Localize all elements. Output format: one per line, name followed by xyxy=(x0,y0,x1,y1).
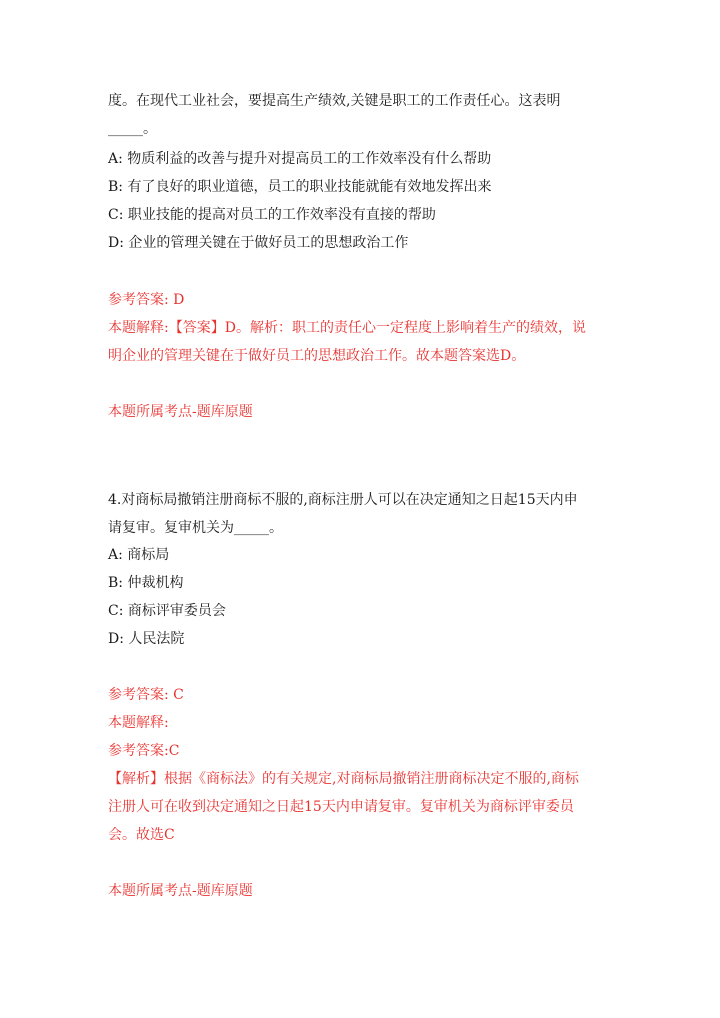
q4-analysis-line-2: 注册人可在收到决定通知之日起15天内申请复审。复审机关为商标评审委员 xyxy=(108,799,574,815)
q3-explanation-line-2: 明企业的管理关键在于做好员工的思想政治工作。故本题答案选D。 xyxy=(108,348,526,364)
q3-answer: 参考答案: D xyxy=(108,292,185,308)
q3-explanation-line-1: 本题解释:【答案】D。解析：职工的责任心一定程度上影响着生产的绩效，说 xyxy=(108,320,586,336)
q3-option-b: B: 有了良好的职业道德，员工的职业技能就能有效地发挥出来 xyxy=(108,179,492,195)
q4-option-b: B: 仲裁机构 xyxy=(108,575,184,591)
q4-answer-repeat: 参考答案:C xyxy=(108,743,180,759)
q4-explanation-label: 本题解释: xyxy=(108,715,169,731)
q4-option-c: C: 商标评审委员会 xyxy=(108,603,226,619)
q4-option-a: A: 商标局 xyxy=(108,547,170,563)
q3-stem-line-2: _____。 xyxy=(108,121,157,137)
q4-source: 本题所属考点-题库原题 xyxy=(108,883,253,899)
q3-source: 本题所属考点-题库原题 xyxy=(108,404,253,420)
q3-stem-line-1: 度。在现代工业社会，要提高生产绩效,关键是职工的工作责任心。这表明 xyxy=(108,93,561,109)
q4-analysis-line-3: 会。故选C xyxy=(108,827,175,843)
q4-stem-line-2: 请复审。复审机关为_____。 xyxy=(108,520,283,536)
q4-stem-line-1: 4.对商标局撤销注册商标不服的,商标注册人可以在决定通知之日起15天内申 xyxy=(108,492,578,508)
q4-option-d: D: 人民法院 xyxy=(108,631,185,647)
q4-answer: 参考答案: C xyxy=(108,687,184,703)
q3-option-d: D: 企业的管理关键在于做好员工的思想政治工作 xyxy=(108,235,409,251)
q3-option-c: C: 职业技能的提高对员工的工作效率没有直接的帮助 xyxy=(108,207,436,223)
q4-analysis-line-1: 【解析】根据《商标法》的有关规定,对商标局撤销注册商标决定不服的,商标 xyxy=(108,771,579,787)
q3-option-a: A: 物质利益的改善与提升对提高员工的工作效率没有什么帮助 xyxy=(108,151,492,167)
